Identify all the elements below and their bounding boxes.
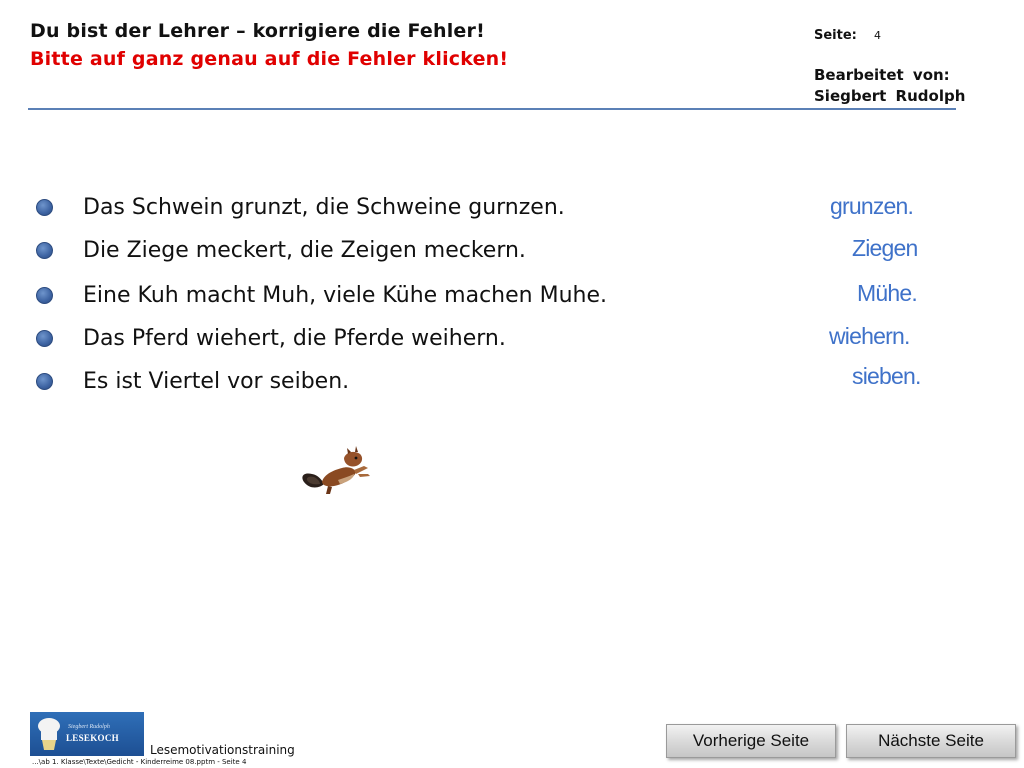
squirrel-illustration [298, 444, 376, 498]
page-label: Seite: [814, 28, 857, 43]
sentence-text[interactable]: Eine Kuh macht Muh, viele Kühe machen Muhe. [83, 282, 607, 308]
sentence-text[interactable]: Das Schwein grunzt, die Schweine gurnzen. [83, 194, 565, 220]
bullet-icon [36, 242, 53, 259]
logo-author: Siegbert Rudolph [68, 724, 110, 730]
chef-hat-icon [34, 716, 64, 752]
lesekoch-logo [30, 712, 144, 756]
bullet-icon [36, 287, 53, 304]
slide-instruction: Bitte auf ganz genau auf die Fehler klicken! [30, 48, 509, 70]
correction-3: Mühe. [857, 280, 917, 306]
next-page-button[interactable]: Nächste Seite [846, 724, 1016, 758]
sentence-text[interactable]: Das Pferd wiehert, die Pferde weihern. [83, 325, 506, 351]
previous-page-button[interactable]: Vorherige Seite [666, 724, 836, 758]
bullet-icon [36, 373, 53, 390]
editor-name: Siegbert Rudolph [814, 87, 966, 105]
bullet-icon [36, 199, 53, 216]
footer-label: Lesemotivationstraining [150, 743, 295, 757]
correction-1: grunzen. [830, 193, 914, 219]
page-number: 4 [874, 29, 881, 42]
exercise-line-4[interactable] [36, 321, 506, 355]
correction-5: sieben. [852, 363, 921, 389]
slide-title: Du bist der Lehrer – korrigiere die Fehler! [30, 20, 485, 42]
bullet-icon [36, 330, 53, 347]
sentence-text[interactable]: Die Ziege meckert, die Zeigen meckern. [83, 237, 526, 263]
header-divider [28, 108, 956, 110]
file-path: ...\ab 1. Klasse\Texte\Gedicht - Kinderreime 08.pptm - Seite 4 [32, 758, 247, 766]
edited-by-label: Bearbeitet von: [814, 66, 950, 84]
correction-4: wiehern. [829, 323, 910, 349]
exercise-line-1[interactable] [36, 190, 565, 224]
exercise-line-5[interactable] [36, 364, 349, 398]
sentence-text[interactable]: Es ist Viertel vor seiben. [83, 368, 350, 394]
correction-2: Ziegen [852, 235, 918, 261]
logo-title: LESEKOCH [66, 733, 119, 743]
exercise-line-3[interactable] [36, 278, 607, 312]
exercise-line-2[interactable] [36, 233, 526, 267]
